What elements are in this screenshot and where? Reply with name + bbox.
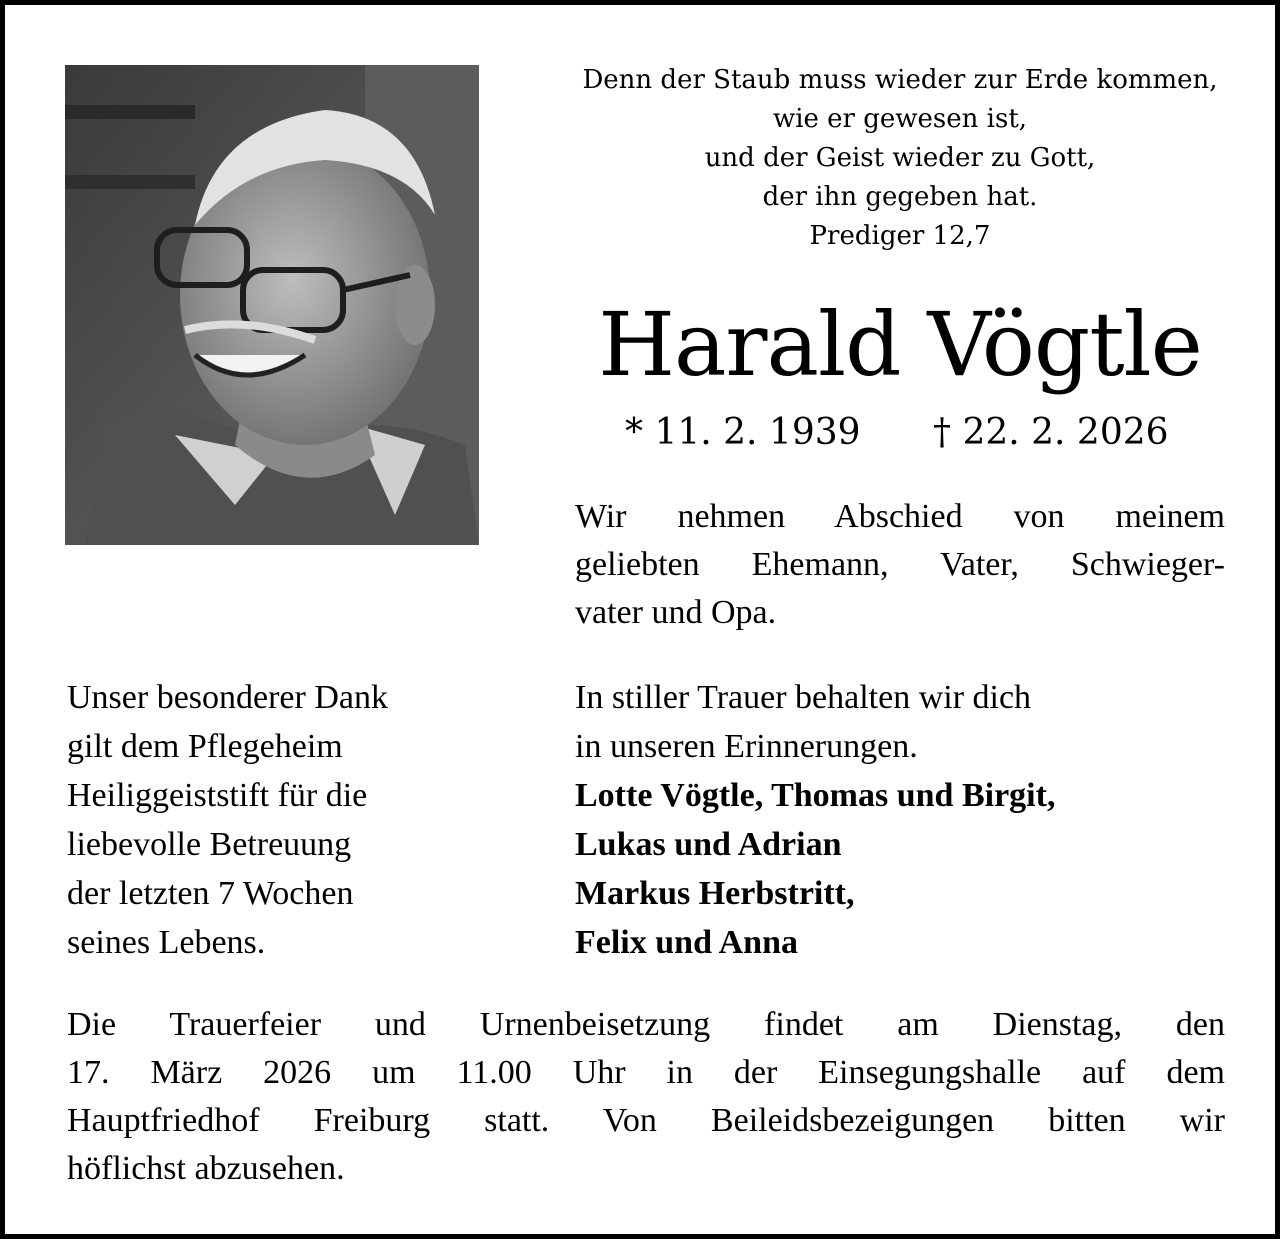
verse-line: wie er gewesen ist, [772, 104, 1028, 134]
deceased-name: Harald Vögtle [598, 293, 1202, 396]
thanks-line: Unser besonderer Dank [67, 679, 388, 716]
mourner-names: Felix und Anna [575, 924, 798, 961]
mourner-names: Markus Herbstritt, [575, 875, 855, 912]
farewell-line: geliebten Ehemann, Vater, Schwieger- [575, 546, 1225, 583]
thanks-text [67, 673, 507, 967]
service-line: höflichst abzusehen. [67, 1150, 345, 1187]
farewell-text [575, 493, 1225, 637]
bible-verse [565, 61, 1235, 256]
service-line: 17. März 2026 um 11.00 Uhr in der Einsegungshalle auf dem [67, 1054, 1225, 1091]
mourners-intro-line: in unseren Erinnerungen. [575, 728, 918, 765]
birth-date: * 11. 2. 1939 [625, 412, 861, 453]
verse-reference: Prediger 12,7 [809, 221, 991, 251]
service-announcement [67, 1001, 1225, 1193]
mourners-intro-line: In stiller Trauer behalten wir dich [575, 679, 1032, 716]
mourners-block [575, 673, 1235, 967]
thanks-line: der letzten 7 Wochen [67, 875, 354, 912]
portrait-photo [65, 65, 479, 545]
thanks-line: liebevolle Betreuung [67, 826, 352, 863]
mourner-names: Lukas und Adrian [575, 826, 842, 863]
verse-line: der ihn gegeben hat. [762, 182, 1038, 212]
thanks-line: gilt dem Pflegeheim [67, 728, 343, 765]
farewell-line: Wir nehmen Abschied von meinem [575, 498, 1225, 535]
thanks-line: Heiliggeiststift für die [67, 777, 368, 814]
service-line: Die Trauerfeier und Urnenbeisetzung findet am Dienstag, den [67, 1006, 1225, 1043]
death-date: † 22. 2. 2026 [933, 412, 1169, 453]
verse-line: Denn der Staub muss wieder zur Erde kommen, [582, 65, 1218, 95]
portrait-image [65, 65, 479, 545]
verse-line: und der Geist wieder zu Gott, [704, 143, 1096, 173]
farewell-line: vater und Opa. [575, 594, 777, 631]
service-line: Hauptfriedhof Freiburg statt. Von Beileidsbezeigungen bitten wir [67, 1102, 1225, 1139]
thanks-line: seines Lebens. [67, 924, 266, 961]
mourner-names: Lotte Vögtle, Thomas und Birgit, [575, 777, 1056, 814]
